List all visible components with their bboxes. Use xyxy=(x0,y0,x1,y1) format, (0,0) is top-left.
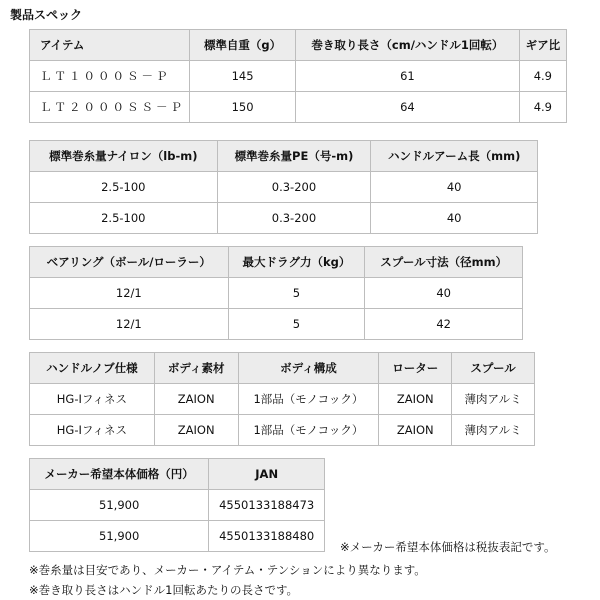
table-row xyxy=(30,172,538,203)
cell-spool-size: 40 xyxy=(365,278,523,309)
column-header-jan: JAN xyxy=(209,459,325,490)
cell-max-drag: 5 xyxy=(228,278,365,309)
column-header-retrieve-length: 巻き取り長さ（cm/ハンドル1回転） xyxy=(296,30,520,61)
price-note: ※メーカー希望本体価格は税抜表記です。 xyxy=(340,540,556,554)
cell-body-material: ZAION xyxy=(154,415,238,446)
cell-nylon-capacity: 2.5-100 xyxy=(30,172,218,203)
table-header-row xyxy=(30,30,567,61)
cell-rotor: ZAION xyxy=(379,415,452,446)
table-header-row xyxy=(30,353,535,384)
table-row xyxy=(30,490,325,521)
cell-pe-capacity: 0.3-200 xyxy=(217,172,371,203)
column-header-max-drag: 最大ドラグ力（kg） xyxy=(228,247,365,278)
cell-weight: 145 xyxy=(190,61,296,92)
cell-retrieve-length: 61 xyxy=(296,61,520,92)
cell-gear-ratio: 4.9 xyxy=(519,61,566,92)
column-header-body-material: ボディ素材 xyxy=(154,353,238,384)
spec-table-line-capacity xyxy=(29,140,538,234)
table-row xyxy=(30,384,535,415)
column-header-handle-knob: ハンドルノブ仕様 xyxy=(30,353,155,384)
column-header-price: メーカー希望本体価格（円） xyxy=(30,459,209,490)
cell-bearing: 12/1 xyxy=(30,309,229,340)
table-row xyxy=(30,61,567,92)
cell-gear-ratio: 4.9 xyxy=(519,92,566,123)
column-header-spool: スプール xyxy=(452,353,535,384)
table-header-row xyxy=(30,459,325,490)
cell-price: 51,900 xyxy=(30,490,209,521)
cell-nylon-capacity: 2.5-100 xyxy=(30,203,218,234)
column-header-weight: 標準自重（g） xyxy=(190,30,296,61)
cell-handle-arm-length: 40 xyxy=(371,172,538,203)
spec-table-price xyxy=(29,458,325,552)
cell-spool-size: 42 xyxy=(365,309,523,340)
table-row xyxy=(30,415,535,446)
table-row xyxy=(30,309,523,340)
cell-spool: 薄肉アルミ xyxy=(452,384,535,415)
table-header-row xyxy=(30,141,538,172)
spec-table-materials xyxy=(29,352,535,446)
column-header-gear-ratio: ギア比 xyxy=(519,30,566,61)
column-header-body-construction: ボディ構成 xyxy=(238,353,379,384)
column-header-rotor: ローター xyxy=(379,353,452,384)
table-row xyxy=(30,203,538,234)
cell-bearing: 12/1 xyxy=(30,278,229,309)
cell-item: ＬＴ１０００Ｓ－Ｐ xyxy=(30,61,190,92)
spec-table-bearing-drag xyxy=(29,246,523,340)
retrieve-length-note: ※巻き取り長さはハンドル1回転あたりの長さです。 xyxy=(29,583,299,597)
table-row xyxy=(30,521,325,552)
column-header-nylon-capacity: 標準巻糸量ナイロン（lb-m) xyxy=(30,141,218,172)
column-header-pe-capacity: 標準巻糸量PE（号-m) xyxy=(217,141,371,172)
table-header-row xyxy=(30,247,523,278)
cell-body-construction: 1部品（モノコック） xyxy=(238,384,379,415)
cell-handle-arm-length: 40 xyxy=(371,203,538,234)
table-row xyxy=(30,278,523,309)
cell-max-drag: 5 xyxy=(228,309,365,340)
cell-weight: 150 xyxy=(190,92,296,123)
column-header-item: アイテム xyxy=(30,30,190,61)
cell-price: 51,900 xyxy=(30,521,209,552)
cell-item: ＬＴ２０００ＳＳ－Ｐ xyxy=(30,92,190,123)
spec-table-basic xyxy=(29,29,567,123)
line-capacity-note: ※巻糸量は目安であり、メーカー・アイテム・テンションにより異なります。 xyxy=(29,563,426,577)
page-title: 製品スペック xyxy=(10,8,83,22)
table-row xyxy=(30,92,567,123)
cell-jan: 4550133188480 xyxy=(209,521,325,552)
cell-jan: 4550133188473 xyxy=(209,490,325,521)
cell-pe-capacity: 0.3-200 xyxy=(217,203,371,234)
column-header-spool-size: スプール寸法（径mm） xyxy=(365,247,523,278)
cell-spool: 薄肉アルミ xyxy=(452,415,535,446)
cell-retrieve-length: 64 xyxy=(296,92,520,123)
cell-body-material: ZAION xyxy=(154,384,238,415)
cell-handle-knob: HG-Iフィネス xyxy=(30,415,155,446)
column-header-handle-arm-length: ハンドルアーム長（mm) xyxy=(371,141,538,172)
column-header-bearing: ベアリング（ボール/ローラー） xyxy=(30,247,229,278)
cell-rotor: ZAION xyxy=(379,384,452,415)
cell-handle-knob: HG-Iフィネス xyxy=(30,384,155,415)
cell-body-construction: 1部品（モノコック） xyxy=(238,415,379,446)
